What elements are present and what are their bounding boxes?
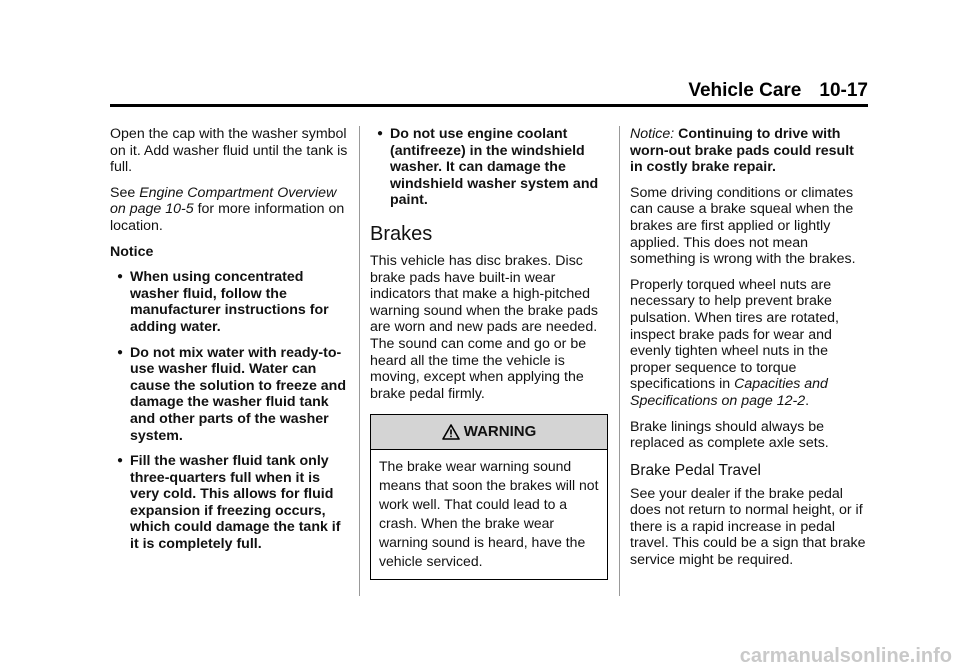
page-number: 10-17 (819, 80, 868, 101)
notice-list (370, 126, 608, 209)
bullet-icon: ● (117, 346, 124, 358)
list-item-text: When using concentrated washer fluid, follow the manufacturer instructions for adding water. (130, 269, 329, 335)
paragraph: See your dealer if the brake pedal does not return to normal height, or if there is a rapid increase in pedal travel. This could be a sign that brake service might be required. (630, 485, 866, 569)
watermark: carmanualsonline.info (739, 645, 952, 667)
warning-text: The brake wear warning sound means that soon the brakes will not work well. That could lead to a crash. When the brake wear warning sound is heard, have the vehicle serviced. (379, 458, 599, 570)
paragraph: This vehicle has disc brakes. Disc brake pads have built-in wear indicators that make a high-pitched warning sound when the brake pads are worn and new pads are needed. The sound can come and go or be heard all the time the vehicle is moving, except when applying the brake pedal firmly. (370, 252, 598, 402)
text: . (805, 392, 810, 409)
bullet-icon: ● (377, 128, 384, 139)
notice-list (110, 269, 348, 553)
header-rule (110, 104, 868, 107)
text: for more information on location. (110, 201, 345, 234)
paragraph (630, 277, 868, 410)
warning-triangle-icon (442, 424, 460, 440)
section-title: Vehicle Care (688, 80, 802, 101)
list-item (110, 453, 348, 553)
text: See (110, 184, 140, 201)
section-heading: Brakes (370, 222, 433, 245)
warning-title: WARNING (463, 423, 537, 441)
list-item-text: Do not mix water with ready-to-use washer fluid. Water can cause the solution to freeze and damage the washer fluid tank and other parts of the washer system. (130, 344, 347, 444)
column-3 (630, 126, 868, 578)
paragraph: Some driving conditions or climates can cause a brake squeal when the brakes are first applied or lightly applied. This does not mean something is wrong with the brakes. (630, 184, 856, 268)
subsection-heading: Brake Pedal Travel (630, 461, 761, 479)
paragraph: Brake linings should always be replaced as complete axle sets. (630, 418, 829, 452)
text: Properly torqued wheel nuts are necessary to help prevent brake pulsation. When tires are rotated, inspect brake pads for wear and evenly tighten wheel nuts in the proper sequence to torque specifications in (630, 276, 839, 393)
warning-box (370, 414, 608, 580)
warning-header (371, 415, 607, 450)
column-divider (359, 126, 360, 596)
list-item (370, 126, 608, 209)
list-item (110, 345, 348, 445)
list-item-text: Do not use engine coolant (antifreeze) in the windshield washer. It can damage the windshield washer system and paint. (390, 126, 599, 209)
column-1 (110, 126, 348, 562)
notice-label: Notice: (630, 126, 675, 142)
column-divider (619, 126, 620, 596)
notice-paragraph (630, 126, 868, 176)
list-item-text: Fill the washer fluid tank only three-quarters full when it is very cold. This allows for fluid expansion if freezing occurs, which could damage the tank if it is completely full. (130, 453, 341, 553)
list-item (110, 269, 348, 335)
cross-reference-link[interactable]: Capacities and Specifications on page 12-2 (630, 376, 828, 409)
cross-reference-link[interactable]: Engine Compartment Overview on page 10-5 (110, 184, 337, 218)
page-header (0, 80, 868, 102)
column-2 (370, 126, 608, 580)
paragraph (110, 185, 348, 235)
paragraph: Open the cap with the washer symbol on it. Add washer fluid until the tank is full. (110, 126, 348, 176)
notice-text: Continuing to drive with worn-out brake pads could result in costly brake repair. (630, 126, 854, 176)
bullet-icon: ● (117, 271, 124, 283)
bullet-icon: ● (117, 455, 124, 467)
notice-label: Notice (110, 243, 154, 260)
